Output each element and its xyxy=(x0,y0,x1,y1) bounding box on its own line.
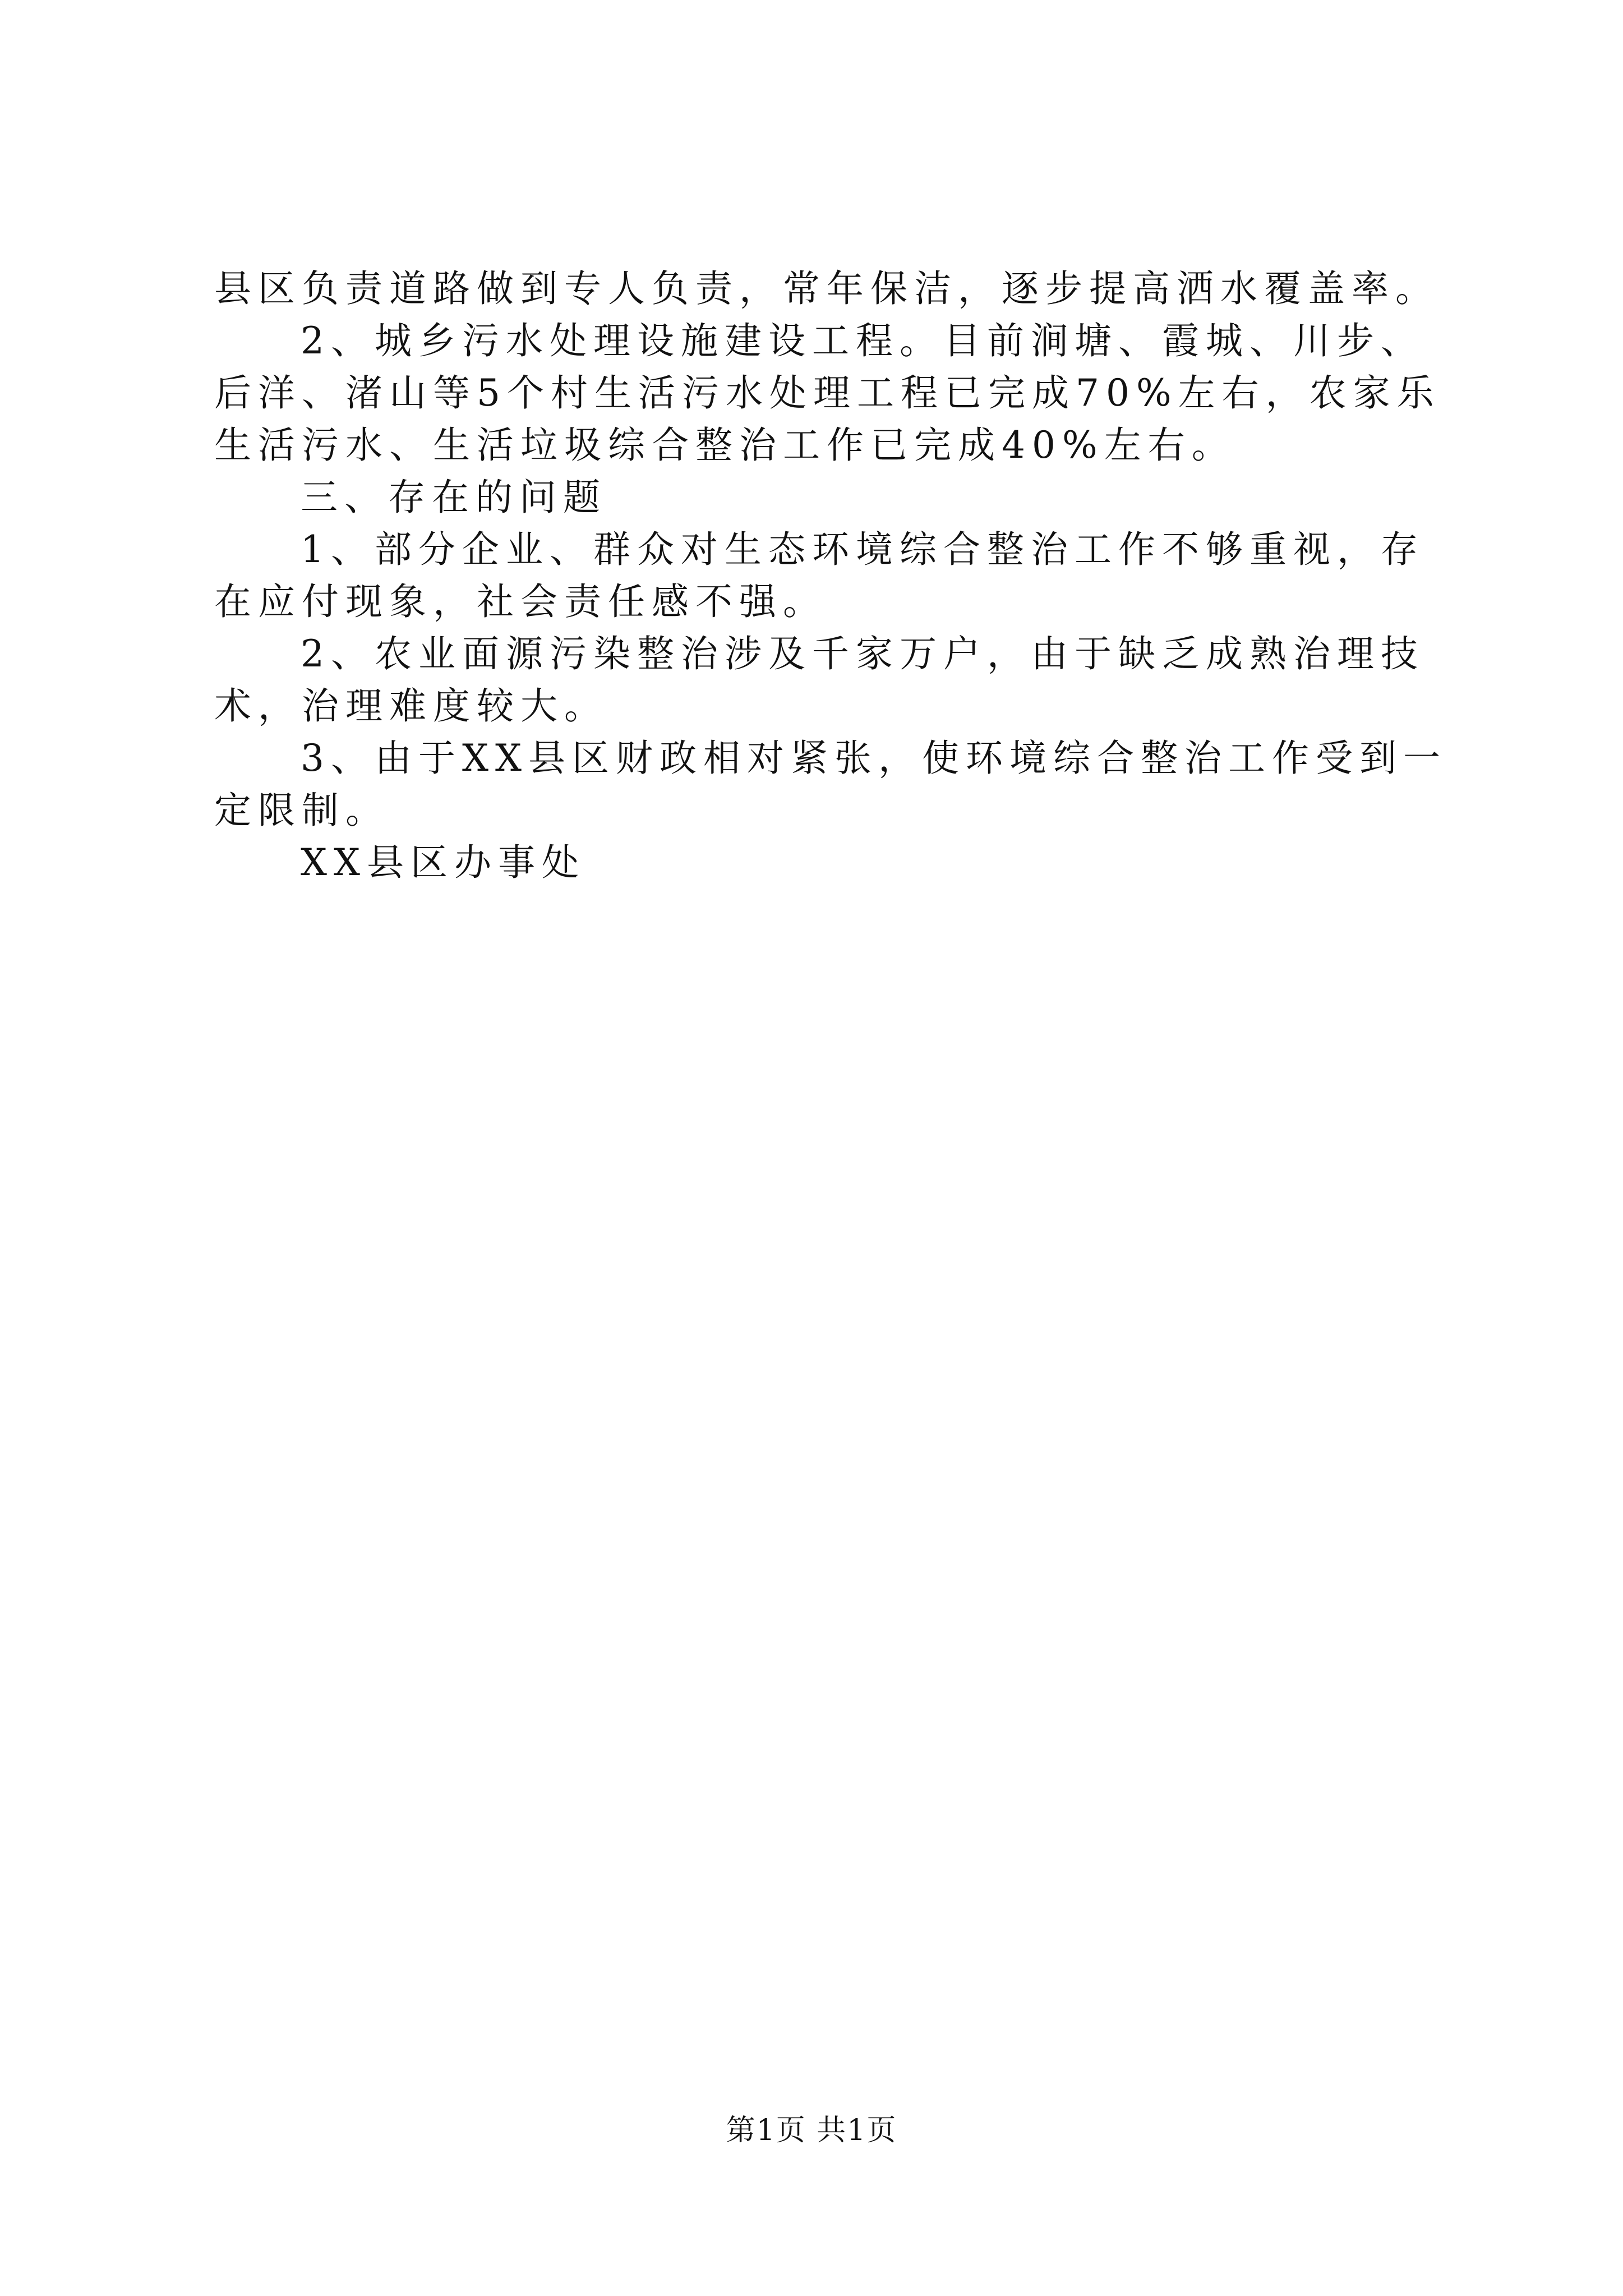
paragraph-line: 1、部分企业、群众对生态环境综合整治工作不够重视，存 xyxy=(301,528,1424,571)
page-number-footer: 第1页 共1页 xyxy=(726,2114,897,2147)
paragraph-line: 县区负责道路做到专人负责，常年保洁，逐步提高洒水覆盖率。 xyxy=(214,267,1439,310)
document-body xyxy=(214,263,1447,889)
paragraph-line: 定限制。 xyxy=(214,789,389,832)
paragraph-line: 2、城乡污水处理设施建设工程。目前涧塘、霞城、川步、 xyxy=(301,319,1424,362)
paragraph-line: 术，治理难度较大。 xyxy=(214,684,608,728)
paragraph-line: 后洋、渚山等5个村生活污水处理工程已完成70%左右，农家乐 xyxy=(214,371,1441,415)
paragraph-line: 在应付现象，社会责任感不强。 xyxy=(214,580,827,623)
paragraph-line: 生活污水、生活垃圾综合整治工作已完成40%左右。 xyxy=(214,424,1235,467)
signature-line: XX县区办事处 xyxy=(301,841,585,884)
paragraph-line: 2、农业面源污染整治涉及千家万户，由于缺乏成熟治理技 xyxy=(301,632,1424,675)
paragraph-line: 3、由于XX县区财政相对紧张，使环境综合整治工作受到一 xyxy=(301,737,1447,780)
section-heading: 三、存在的问题 xyxy=(301,476,607,519)
